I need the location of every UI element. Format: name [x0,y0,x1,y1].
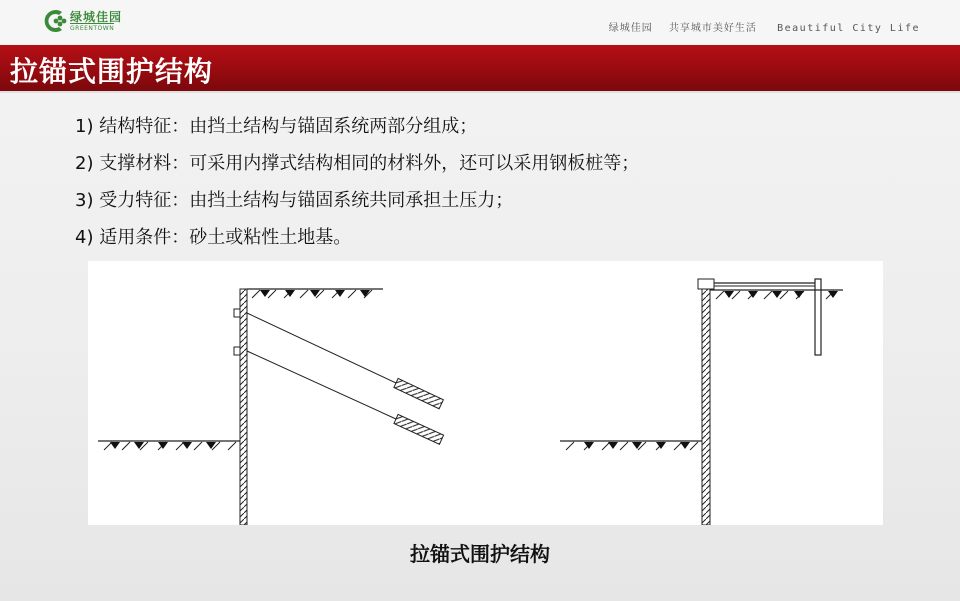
right-retaining-wall [698,279,714,525]
figure-caption: 拉锚式围护结构 [410,542,550,566]
left-upper-ground [247,289,383,298]
slogan [597,19,920,34]
left-retaining-wall [240,289,247,525]
header-bar [0,0,960,44]
feature-list [75,114,915,262]
slogan-en: Beautiful City Life [777,23,920,34]
logo [42,6,134,36]
right-excavation-floor [560,441,702,450]
slide-title: 拉锚式围护结构 [10,55,214,88]
list-item: 2) 支撑材料：可采用内撑式结构相同的材料外，还可以采用钢板桩等； [75,153,640,174]
left-excavation-floor [98,441,240,450]
list-item: 3) 受力特征：由挡土结构与锚固系统共同承担土压力； [75,190,514,211]
right-tie-rod [714,283,816,286]
right-upper-ground [710,290,843,299]
greentown-logo-icon [42,8,68,34]
logo-name-en: GREENTOWN [70,25,115,32]
slogan-brand: 绿城佳园 [608,23,653,34]
logo-name-cn: 绿城佳园 [70,10,123,24]
slogan-cn: 共享城市美好生活 [668,23,757,34]
title-bar [0,45,960,93]
list-item: 4) 适用条件：砂土或粘性土地基。 [75,227,352,248]
structure-diagram [88,261,883,525]
diagram-svg [88,261,883,525]
list-item: 1) 结构特征：由挡土结构与锚固系统两部分组成； [75,116,478,137]
